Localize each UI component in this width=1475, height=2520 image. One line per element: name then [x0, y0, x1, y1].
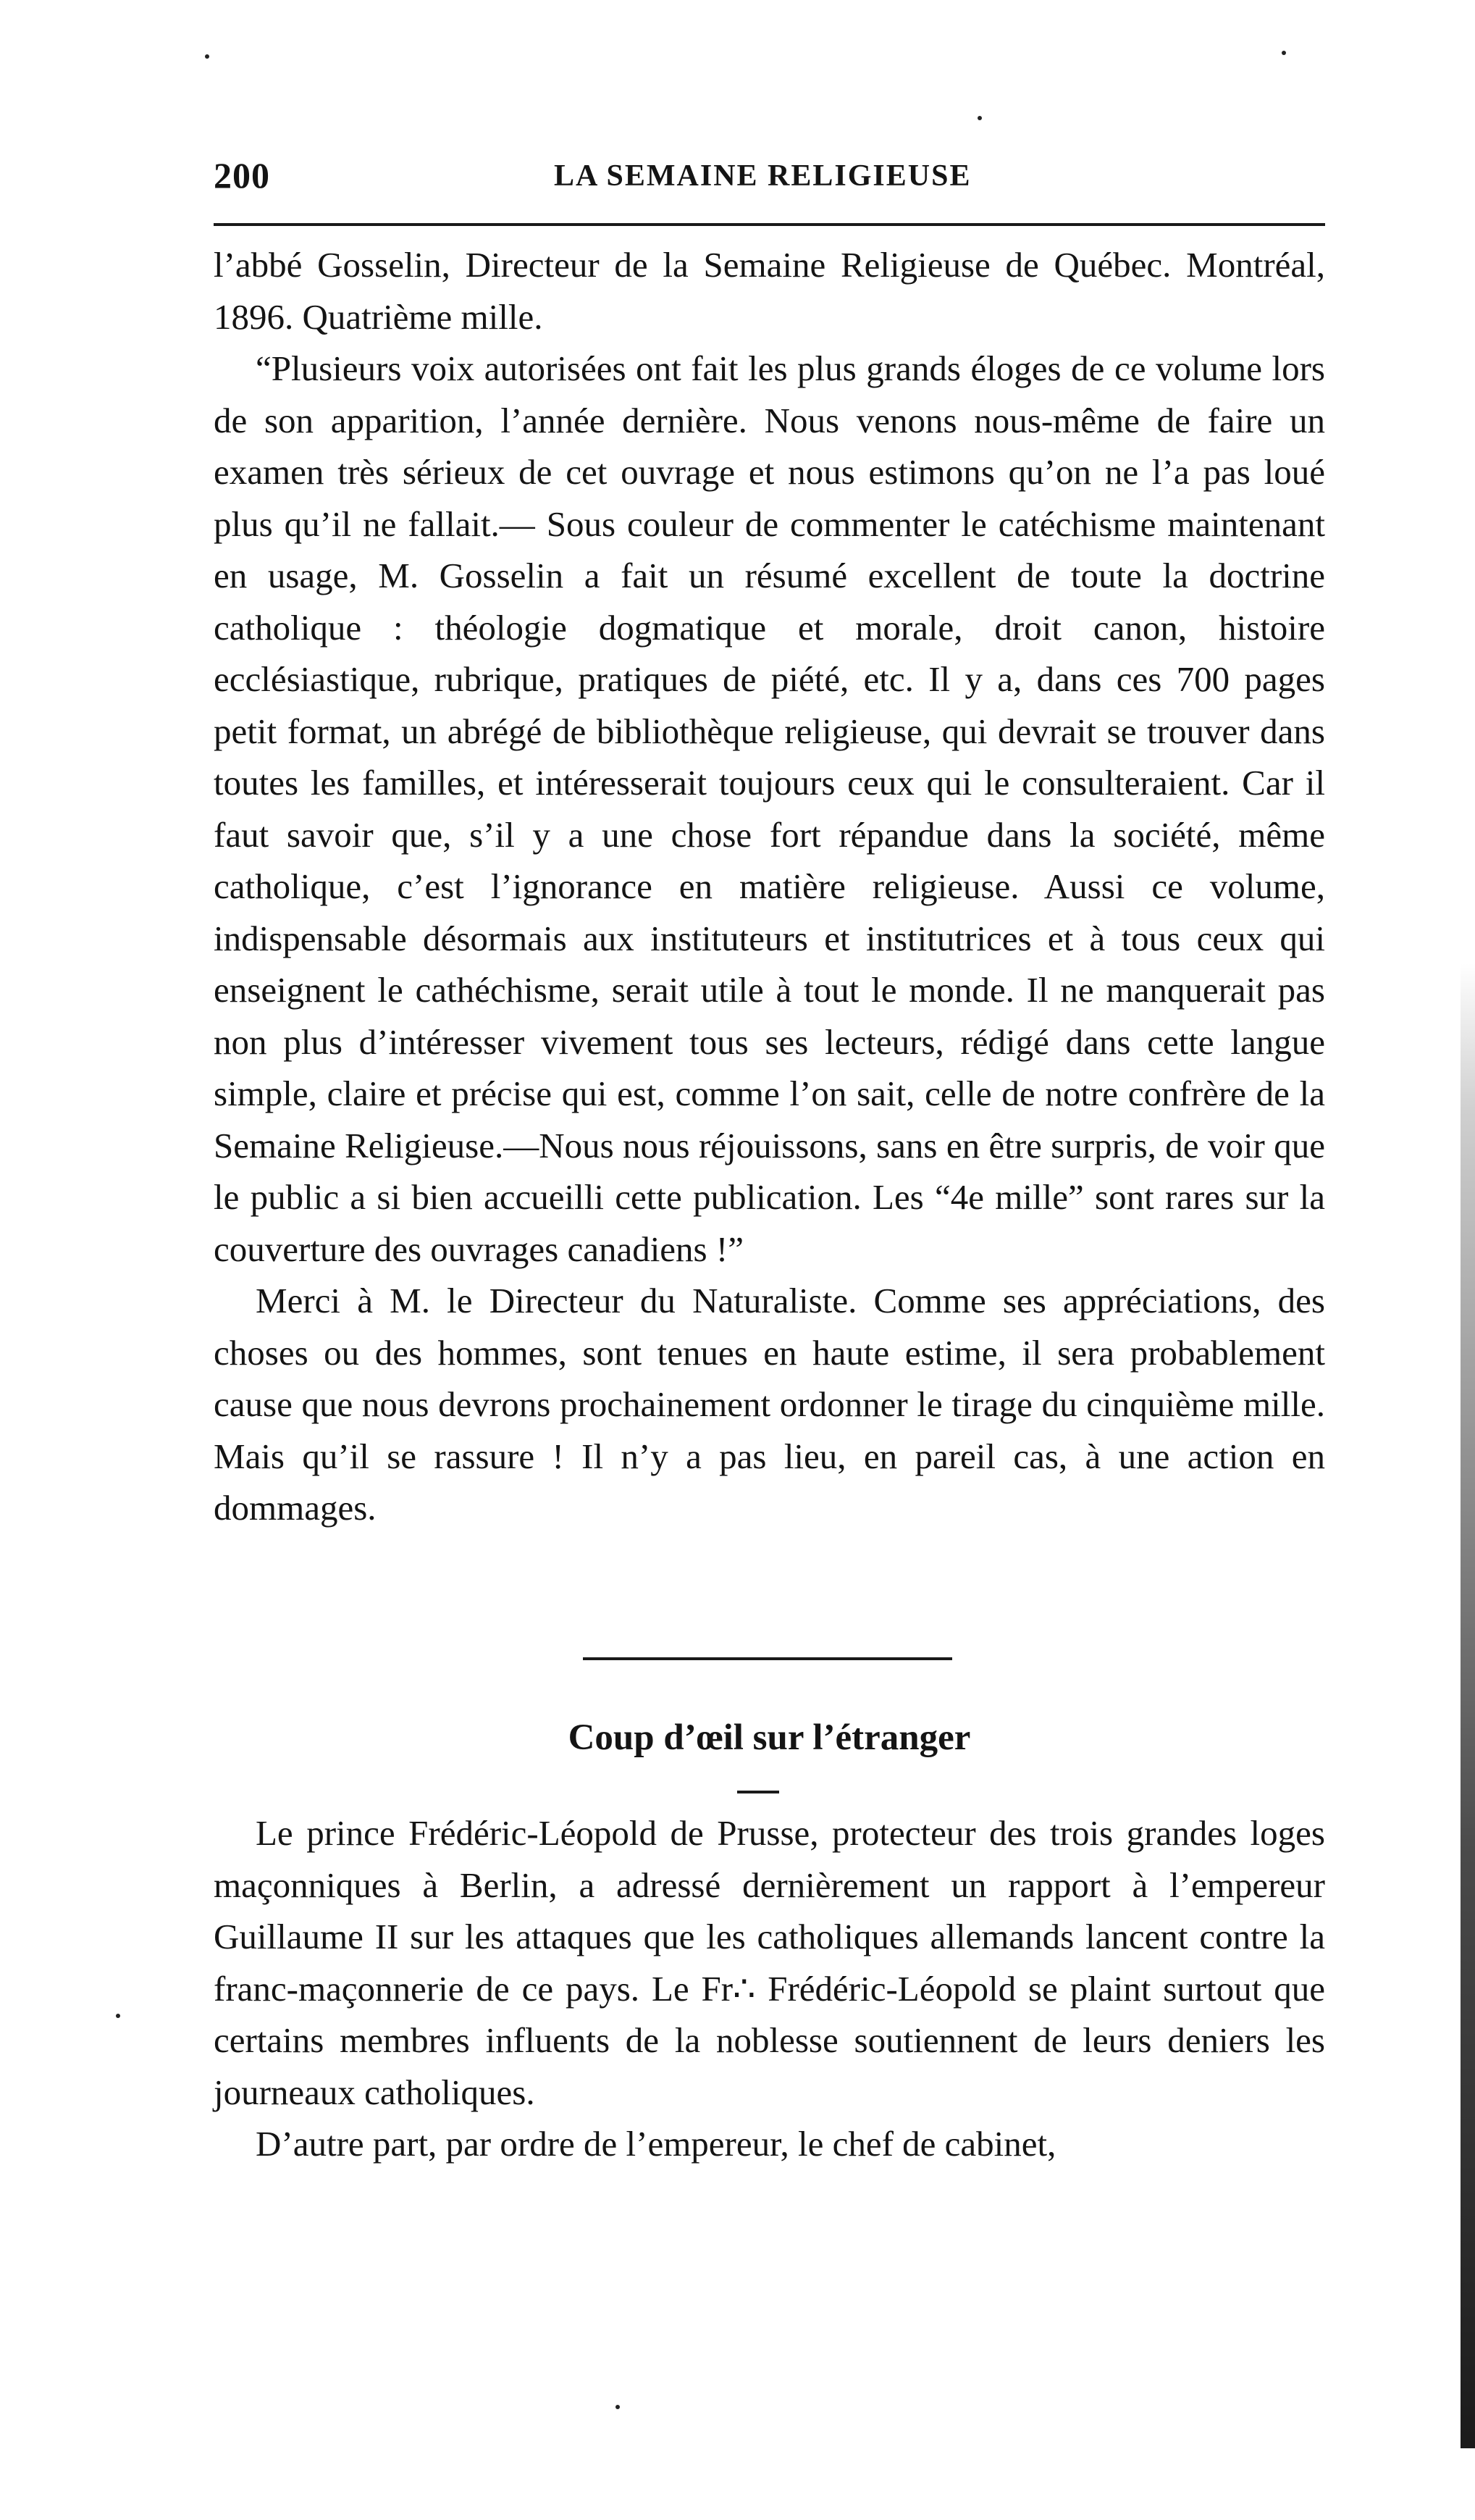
section-paragraph: D’autre part, par ordre de l’empereur, le chef de cabinet, [256, 2124, 1056, 2164]
scan-edge-shadow [1461, 963, 1475, 2448]
scan-speck [1282, 51, 1286, 55]
scan-speck [205, 54, 209, 59]
page-header [214, 148, 1325, 199]
paragraph-citation-continuation: l’abbé Gosselin, Directeur de la Semaine Religieuse de Québec. Montréal, 1896. Quatrième mille. [214, 245, 1325, 337]
title-dash [737, 1791, 779, 1793]
scan-speck [615, 2405, 620, 2409]
scan-speck [978, 116, 982, 120]
page-number: 200 [214, 155, 270, 196]
section-paragraph: Le prince Frédéric-Léopold de Prusse, protecteur des trois grandes loges maçonniques à Berlin, a adressé dernièrement un rapport à l’empereur Guillaume II sur les attaques que les catholiques allemands lancent contre la franc-maçonnerie de ce pays. Le Fr∴ Frédéric-Léopold se plaint surtout que certains membres influents de la noblesse soutiennent de leurs deniers les journeaux catholiques. [214, 1813, 1325, 2112]
paragraph-response: Merci à M. le Directeur du Naturaliste. Comme ses appréciations, des choses ou des hommes, sont tenues en haute estime, il sera probablement cause que nous devrons prochainement ordonner le tirage du cinquième mille. Mais qu’il se rassure ! Il n’y a pas lieu, en pareil cas, à une action en dommages. [214, 1281, 1325, 1528]
paragraph-quoted-review: “Plusieurs voix autorisées ont fait les plus grands éloges de ce volume lors de son apparition, l’année dernière. Nous venons nous-même de faire un examen très sérieux de cet ouvrage et nous estimons qu’on ne l’a pas loué plus qu’il ne fallait.— Sous couleur de commenter le catéchisme maintenant en usage, M. Gosselin a fait un résumé excellent de toute la doctrine catholique : théologie dogmatique et morale, droit canon, histoire ecclésiastique, rubrique, pratiques de piété, etc. Il y a, dans ces 700 pages petit format, un abrégé de bibliothèque religieuse, qui devrait se trouver dans toutes les familles, et intéresserait toujours ceux qui le consulteraient. Car il faut savoir que, s’il y a une chose fort répandue dans la société, même catholique, c’est l’ignorance en matière religieuse. Aussi ce volume, indispensable désormais aux instituteurs et institutrices et à tous ceux qui enseignent le cathéchisme, serait utile à tout le monde. Il ne manquerait pas non plus d’intéresser vivement tous ses lecteurs, rédigé dans cette langue simple, claire et précise qui est, comme l’on sait, celle de notre confrère de la Semaine Religieuse.—Nous nous réjouissons, sans en être surpris, de voir que le public a si bien accueilli cette publication. Les “4e mille” sont rares sur la couverture des ouvrages canadiens !” [214, 348, 1325, 1269]
header-rule [214, 223, 1325, 226]
running-title: LA SEMAINE RELIGIEUSE [554, 159, 972, 193]
section-title: Coup d’œil sur l’étranger [568, 1717, 971, 1758]
section-text [214, 1807, 1325, 2170]
main-text [214, 239, 1325, 1534]
scan-speck [116, 2014, 120, 2018]
section-divider [583, 1657, 952, 1660]
